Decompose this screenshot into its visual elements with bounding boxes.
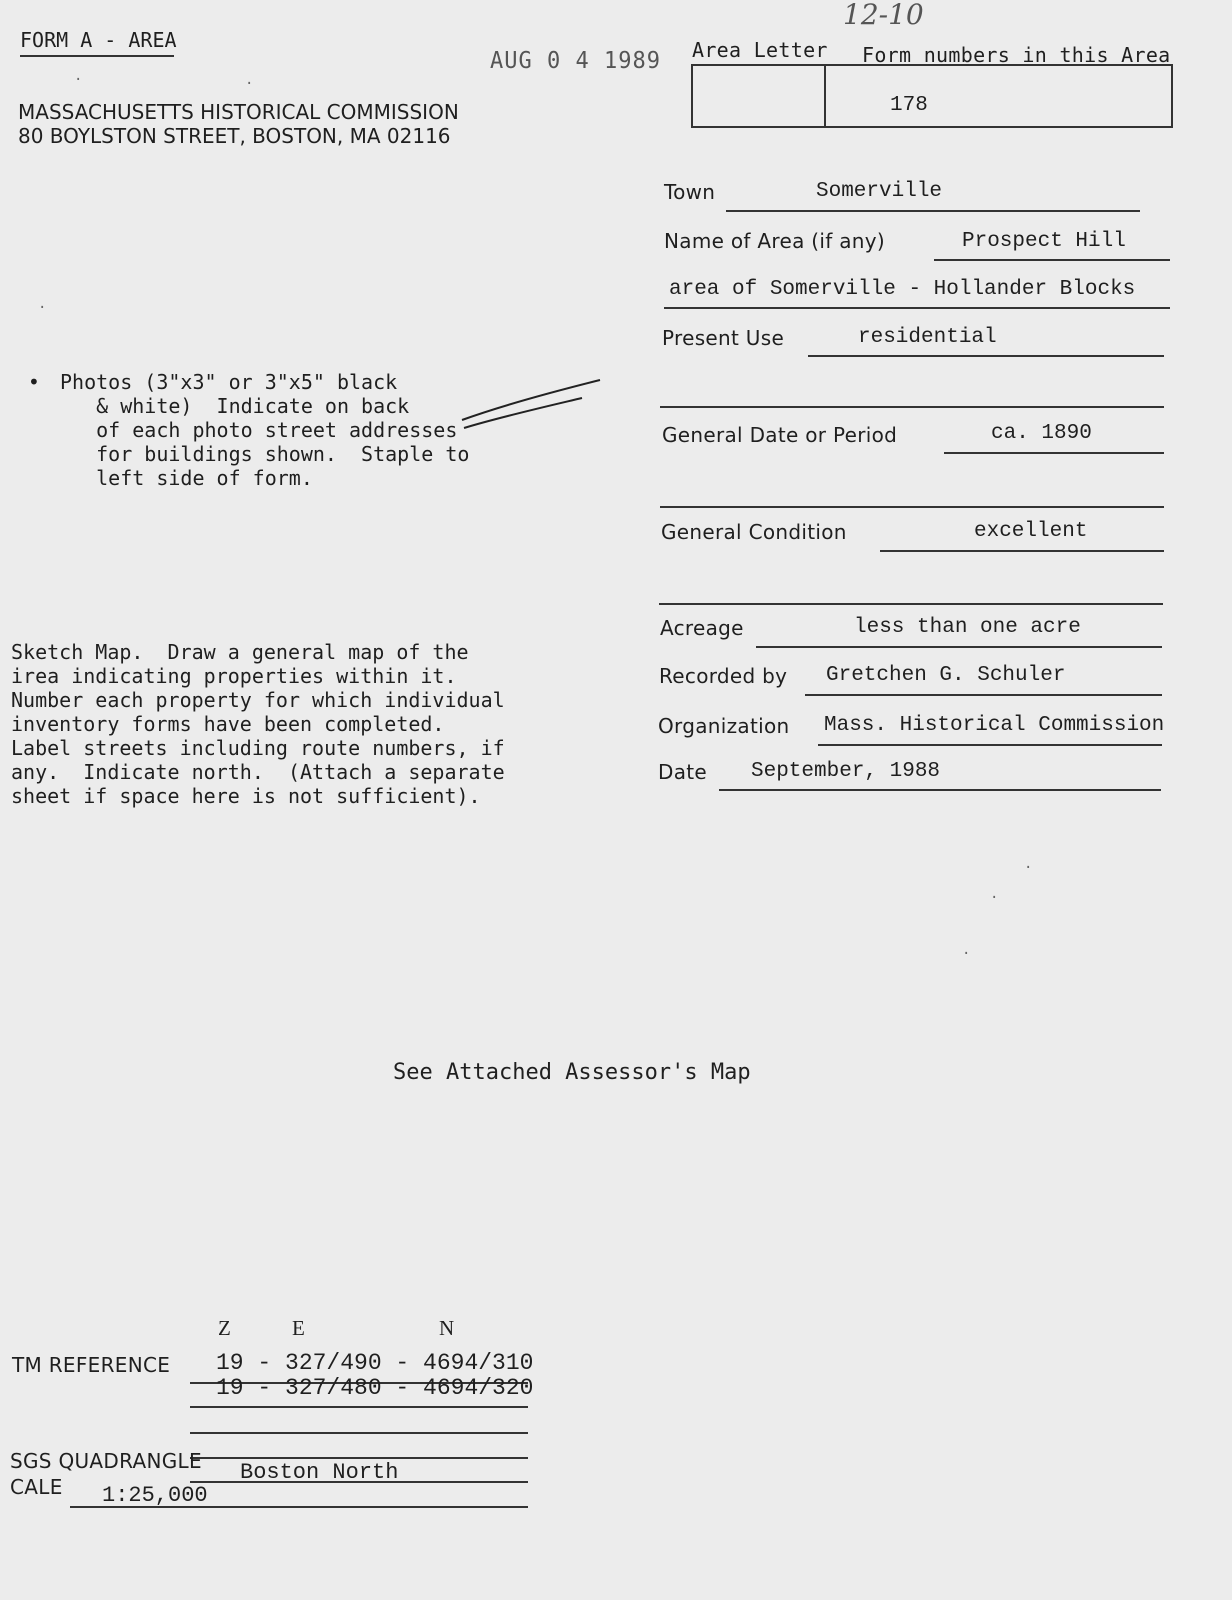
recorded-by-line bbox=[805, 694, 1162, 696]
speck-mark: · bbox=[245, 76, 254, 92]
blank-line-2 bbox=[660, 506, 1164, 508]
present-use-value: residential bbox=[858, 326, 997, 349]
present-use-label: Present Use bbox=[662, 326, 785, 350]
utm-e-label: E bbox=[292, 1316, 305, 1340]
general-date-value: ca. 1890 bbox=[991, 422, 1092, 445]
area-box-divider bbox=[824, 64, 826, 126]
handwritten-notation: 12-10 bbox=[843, 0, 924, 31]
recorded-by-label: Recorded by bbox=[659, 664, 788, 688]
form-title: FORM A - AREA bbox=[20, 28, 177, 52]
town-label: Town bbox=[664, 180, 716, 204]
date-label: Date bbox=[658, 760, 708, 784]
form-numbers-value: 178 bbox=[890, 94, 928, 117]
general-date-line bbox=[944, 452, 1164, 454]
photos-bullet: • bbox=[28, 370, 40, 394]
commission-address: 80 BOYLSTON STREET, BOSTON, MA 02116 bbox=[18, 124, 451, 148]
general-condition-value: excellent bbox=[974, 520, 1088, 543]
utm-n-label: N bbox=[439, 1316, 455, 1340]
area-name-value-1: Prospect Hill bbox=[962, 230, 1126, 253]
quadrangle-value: Boston North bbox=[240, 1460, 399, 1485]
utm-blank-line-4 bbox=[190, 1457, 528, 1459]
utm-reference-underline-2 bbox=[190, 1406, 528, 1408]
assessor-map-note: See Attached Assessor's Map bbox=[393, 1060, 751, 1085]
acreage-value: less than one acre bbox=[854, 616, 1081, 639]
acreage-line bbox=[756, 646, 1162, 648]
area-letter-label: Area Letter bbox=[692, 38, 828, 62]
area-name-value-2: area of Somerville - Hollander Blocks bbox=[669, 278, 1136, 301]
area-name-label: Name of Area (if any) bbox=[664, 229, 886, 253]
speck-mark: · bbox=[990, 890, 999, 906]
town-line bbox=[726, 210, 1140, 212]
area-name-line-2 bbox=[664, 307, 1170, 309]
quadrangle-line bbox=[190, 1481, 528, 1483]
general-date-label: General Date or Period bbox=[662, 423, 898, 447]
utm-z-label: Z bbox=[218, 1316, 231, 1340]
date-value: September, 1988 bbox=[751, 760, 941, 783]
blank-line-1 bbox=[660, 406, 1164, 408]
utm-reference-label: TM REFERENCE bbox=[12, 1353, 171, 1377]
organization-label: Organization bbox=[658, 714, 790, 738]
area-box bbox=[691, 64, 1173, 128]
blank-line-3 bbox=[659, 603, 1163, 605]
date-line bbox=[719, 789, 1161, 791]
photos-instructions: Photos (3"x3" or 3"x5" black & white) Indicate on back of each photo street addresses for buildings shown. Staple to left side of form. bbox=[60, 370, 470, 490]
photo-pointer-marks bbox=[460, 380, 610, 435]
present-use-line bbox=[808, 355, 1164, 357]
scale-line bbox=[70, 1506, 528, 1508]
general-condition-line bbox=[880, 550, 1164, 552]
speck-mark: · bbox=[962, 946, 971, 962]
utm-reference-line-1: 19 - 327/490 - 4694/310 bbox=[216, 1350, 534, 1376]
speck-mark: · bbox=[74, 72, 83, 88]
acreage-label: Acreage bbox=[660, 616, 744, 640]
quadrangle-label: SGS QUADRANGLE bbox=[10, 1449, 202, 1473]
organization-value: Mass. Historical Commission bbox=[824, 714, 1165, 737]
recorded-by-value: Gretchen G. Schuler bbox=[826, 664, 1066, 687]
received-stamp-date: AUG 0 4 1989 bbox=[490, 48, 661, 75]
town-value: Somerville bbox=[816, 180, 943, 203]
speck-mark: · bbox=[38, 300, 47, 316]
sketch-map-instructions: Sketch Map. Draw a general map of the irea indicating properties within it. Number each property for which individual inventory forms have been completed. Label streets including route numbers, if any. Indicate north. (Attach a separate sheet if space here is not sufficient). bbox=[11, 640, 505, 808]
organization-line bbox=[818, 744, 1162, 746]
commission-name: MASSACHUSETTS HISTORICAL COMMISSION bbox=[18, 100, 459, 124]
scale-label: CALE bbox=[10, 1475, 63, 1499]
scale-value: 1:25,000 bbox=[102, 1483, 208, 1508]
form-title-underline bbox=[20, 55, 174, 57]
form-numbers-label: Form numbers in this Area bbox=[862, 43, 1171, 67]
area-name-line-1 bbox=[934, 259, 1170, 261]
general-condition-label: General Condition bbox=[661, 520, 847, 544]
utm-blank-line-3 bbox=[190, 1432, 528, 1434]
speck-mark: · bbox=[1024, 860, 1033, 876]
utm-reference-line-2: 19 - 327/480 - 4694/320 bbox=[216, 1375, 534, 1401]
